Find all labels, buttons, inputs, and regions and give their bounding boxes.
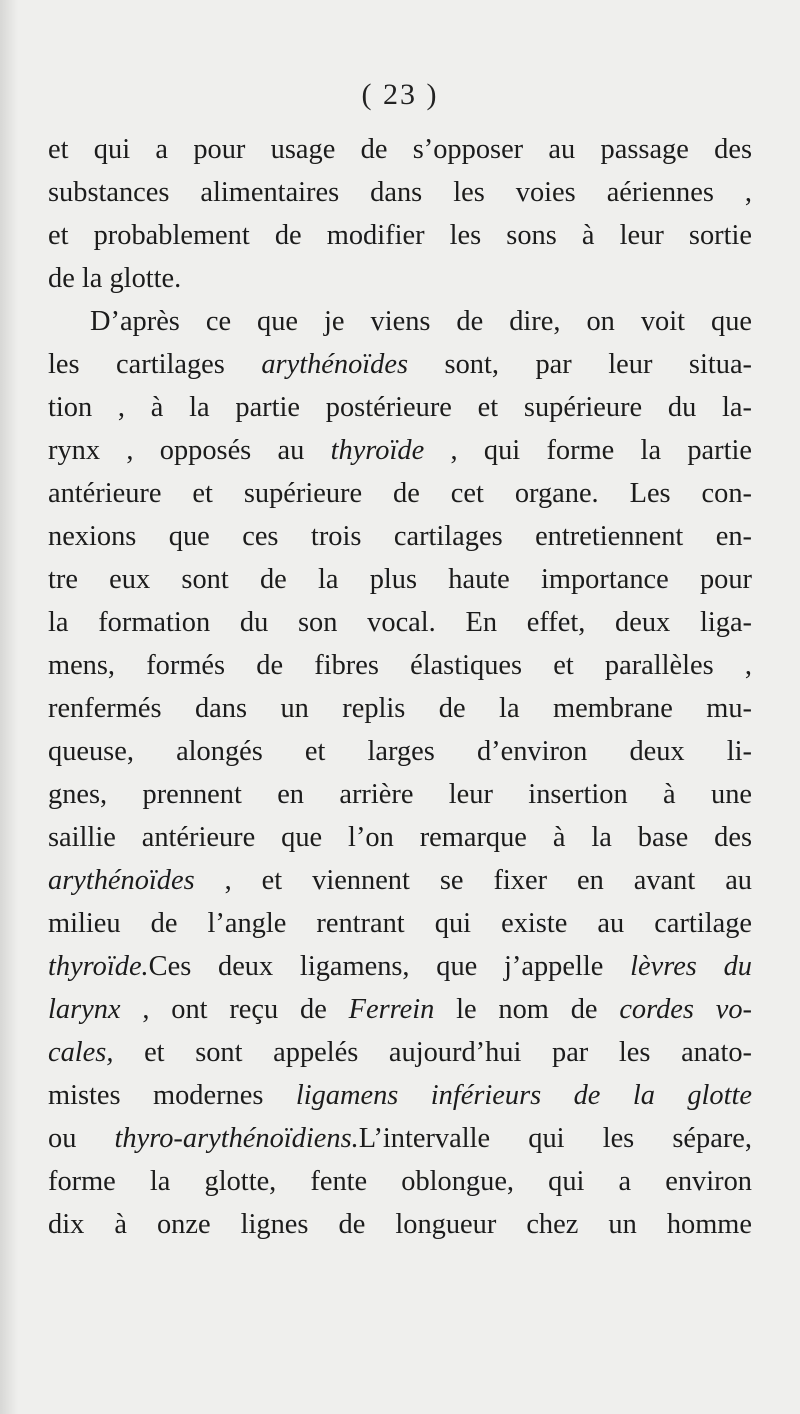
text-line: saillie antérieure que l’on remarque à la base des	[48, 822, 752, 853]
text-line: tion , à la partie postérieure et supérieure du la-	[48, 392, 752, 423]
text-line: et probablement de modifier les sons à leur sortie	[48, 220, 752, 251]
italic-term: arythénoïdes	[48, 865, 195, 896]
italic-term: cales,	[48, 1037, 114, 1068]
text-line: rynx , opposés au thyroïde , qui forme la partie	[48, 435, 752, 466]
text-line: arythénoïdes , et viennent se fixer en avant au	[48, 865, 752, 896]
text-line: queuse, alongés et larges d’environ deux li-	[48, 736, 752, 767]
italic-term: thyroïde.	[48, 951, 149, 982]
page-number: ( 23 )	[361, 78, 439, 111]
italic-term: thyro-arythénoïdiens.	[114, 1123, 359, 1154]
page-edge-shadow	[0, 0, 18, 1414]
text-line: les cartilages arythénoïdes sont, par leur situa-	[48, 349, 753, 380]
text-line: renfermés dans un replis de la membrane mu-	[48, 693, 752, 724]
italic-term: Ferrein	[348, 994, 435, 1025]
text-line: mistes modernes ligamens inférieurs de la glotte	[48, 1080, 752, 1111]
text-line: mens, formés de fibres élastiques et parallèles ,	[48, 650, 752, 681]
italic-term: larynx	[48, 994, 121, 1025]
text-line: milieu de l’angle rentrant qui existe au cartilage	[48, 908, 752, 939]
italic-term: ligamens inférieurs de la glotte	[295, 1080, 752, 1111]
text-line: et qui a pour usage de s’opposer au passage des	[48, 134, 752, 165]
italic-term: cordes vo-	[619, 994, 753, 1025]
text-line: forme la glotte, fente oblongue, qui a environ	[48, 1166, 752, 1197]
text-line: ou thyro-arythénoïdiens.L’intervalle qui les sépare,	[48, 1123, 752, 1154]
text-line: antérieure et supérieure de cet organe. Les con-	[48, 478, 752, 509]
text-line: dix à onze lignes de longueur chez un homme	[48, 1209, 752, 1240]
text-line: de la glotte.	[48, 263, 182, 294]
text-line: tre eux sont de la plus haute importance pour	[48, 564, 752, 595]
body-text	[48, 128, 752, 1246]
text-line: larynx , ont reçu de Ferrein le nom de cordes vo-	[48, 994, 753, 1025]
text-line: cales, et sont appelés aujourd’hui par les anato-	[48, 1037, 752, 1068]
text-line: substances alimentaires dans les voies aériennes ,	[48, 177, 752, 208]
italic-term: arythénoïdes	[261, 349, 409, 380]
text-line: D’après ce que je viens de dire, on voit que	[90, 306, 752, 337]
text-line: gnes, prennent en arrière leur insertion à une	[48, 779, 752, 810]
text-line: la formation du son vocal. En effet, deux liga-	[48, 607, 752, 638]
italic-term: lèvres du	[630, 951, 752, 982]
italic-term: thyroïde	[330, 435, 425, 466]
text-line: nexions que ces trois cartilages entretiennent en-	[48, 521, 752, 552]
text-line: thyroïde.Ces deux ligamens, que j’appelle lèvres du	[48, 951, 752, 982]
